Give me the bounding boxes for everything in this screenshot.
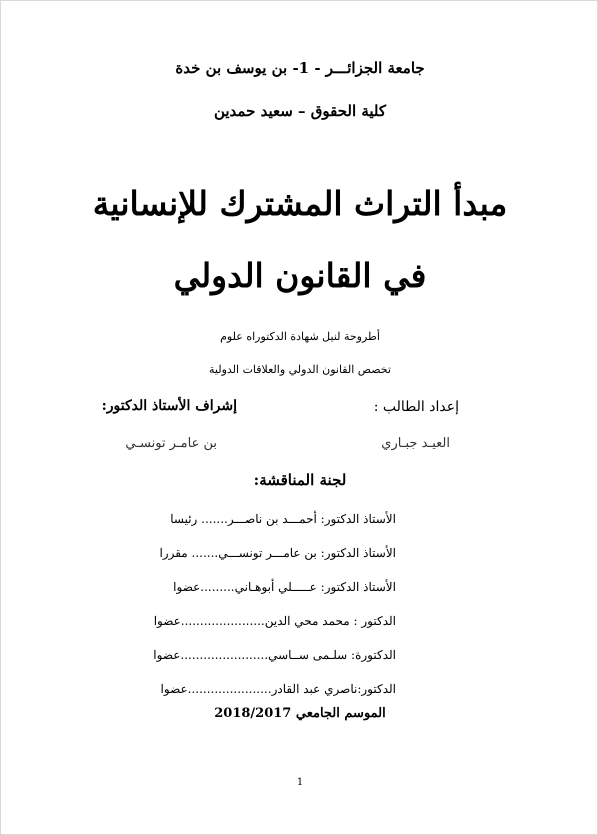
specialty-statement: تخصص القانون الدولي والعلاقات الدولية: [209, 363, 391, 376]
thesis-title-line-1: مبدأ التراث المشترك للإنسانية: [92, 184, 508, 223]
degree-statement: أطروحة لنيل شهادة الدكتوراه علوم: [220, 330, 380, 343]
academic-year: الموسم الجامعي 2018/2017: [214, 706, 386, 721]
thesis-title-line-2: في القانون الدولي: [173, 256, 427, 295]
supervisor-name: بن عامـر تونسـي: [125, 436, 217, 451]
student-name: العيـد جبـاري: [381, 436, 450, 451]
university-name: جامعة الجزائـــر - 1- بن يوسف بن خدة: [175, 59, 425, 77]
student-label: إعداد الطالب :: [373, 399, 459, 415]
faculty-name: كلية الحقوق – سعيد حمدين: [213, 102, 387, 120]
committee-member: الدكتور : محمد محي الدين......................عضوا: [153, 614, 396, 628]
committee-list: [153, 502, 396, 706]
committee-member: الدكتور:ناصري عبد القادر......................عضوا: [160, 682, 396, 696]
page-number: 1: [296, 777, 304, 788]
committee-member: الأستاذ الدكتور: أحمـــد بن ناصـــر....... رئيسا: [170, 512, 396, 526]
committee-member: الأستاذ الدكتور: عـــــلي أبوهـاني.........عضوا: [173, 580, 396, 594]
committee-member: الدكتورة: سلـمى ســاسي.......................عضوا: [153, 648, 396, 662]
supervisor-label: إشراف الأستاذ الدكتور:: [101, 398, 237, 414]
committee-member: الأستاذ الدكتور: بن عامـــر تونســـي....... مقررا: [159, 546, 396, 560]
committee-heading: لجنة المناقشة:: [253, 471, 347, 489]
